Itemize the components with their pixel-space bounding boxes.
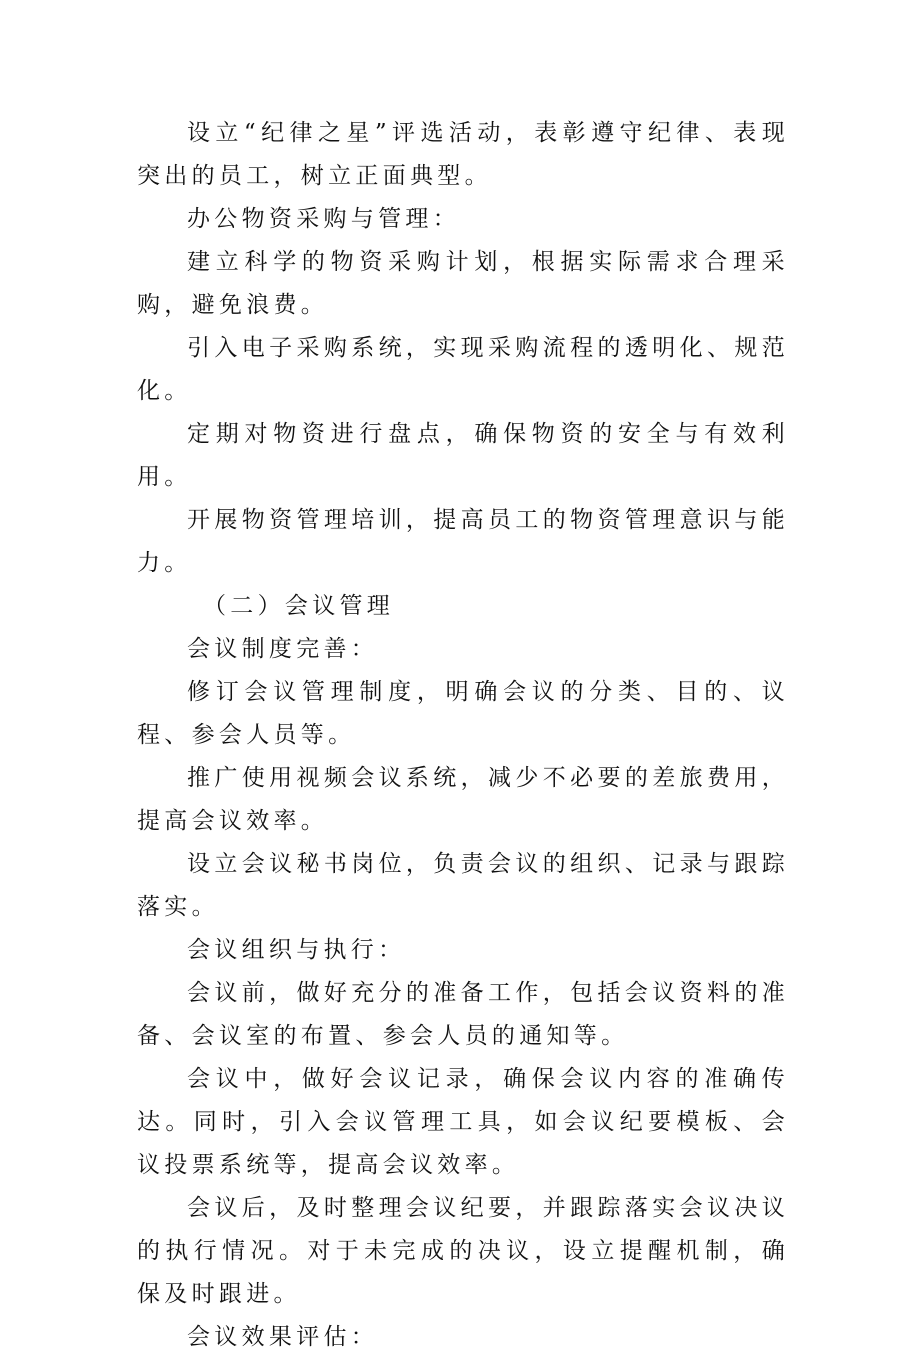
document-body [137,112,789,1359]
paragraph-revise-rules: 修订会议管理制度，明确会议的分类、目的、议程、参会人员等。 [137,679,789,748]
paragraph-during-meeting: 会议中，做好会议记录，确保会议内容的准确传达。同时，引入会议管理工具，如会议纪要模板、会议投票系统等，提高会议效率。 [137,1066,789,1178]
paragraph-meeting-secretary: 设立会议秘书岗位，负责会议的组织、记录与跟踪落实。 [137,851,789,920]
subheading-meeting-organization: 会议组织与执行： [187,937,406,963]
subheading-meeting-evaluation: 会议效果评估： [187,1324,379,1350]
subheading-office-supplies: 办公物资采购与管理： [187,206,460,232]
section-heading-meeting-management: （二）会议管理 [203,593,395,619]
paragraph-video-conference: 推广使用视频会议系统，减少不必要的差旅费用，提高会议效率。 [137,765,789,834]
subheading-meeting-system: 会议制度完善： [187,636,379,662]
paragraph-discipline-star: 设立“纪律之星”评选活动，表彰遵守纪律、表现突出的员工，树立正面典型。 [137,120,789,189]
paragraph-inventory-check: 定期对物资进行盘点，确保物资的安全与有效利用。 [137,421,789,490]
paragraph-procurement-plan: 建立科学的物资采购计划，根据实际需求合理采购，避免浪费。 [137,249,789,318]
paragraph-supplies-training: 开展物资管理培训，提高员工的物资管理意识与能力。 [137,507,789,576]
paragraph-after-meeting: 会议后，及时整理会议纪要，并跟踪落实会议决议的执行情况。对于未完成的决议，设立提醒机制，确保及时跟进。 [137,1195,789,1307]
paragraph-before-meeting: 会议前，做好充分的准备工作，包括会议资料的准备、会议室的布置、参会人员的通知等。 [137,980,789,1049]
paragraph-e-procurement: 引入电子采购系统，实现采购流程的透明化、规范化。 [137,335,789,404]
